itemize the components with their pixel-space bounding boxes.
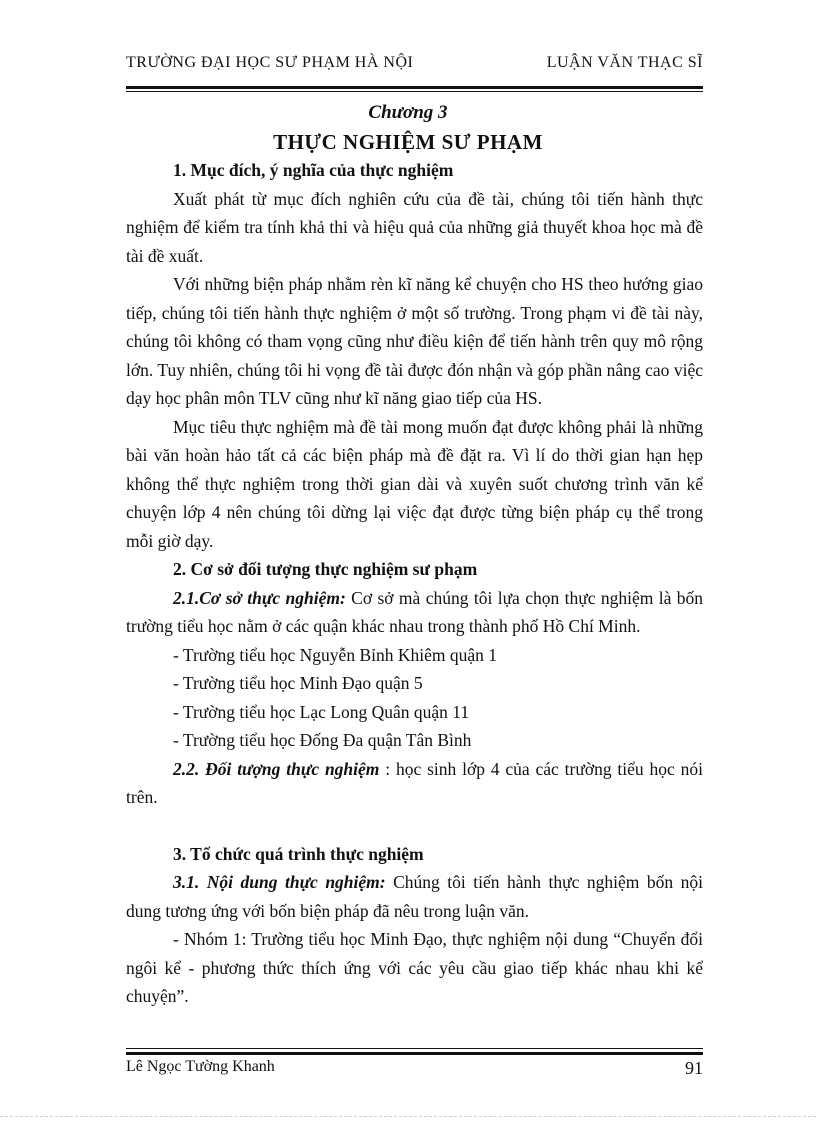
subsection-2-1-label: 2.1.Cơ sở thực nghiệm: — [173, 587, 346, 608]
header-rule-thick — [126, 86, 703, 89]
footer-author: Lê Ngọc Tường Khanh — [126, 1058, 275, 1075]
list-item: - Trường tiểu học Đống Đa quận Tân Bình — [173, 730, 472, 750]
subsection-2-1 — [126, 584, 703, 641]
paragraph: Xuất phát từ mục đích nghiên cứu của đề tài, chúng tôi tiến hành thực nghiệm để kiểm tra tính khả thi và hiệu quả của những giả thuyết khoa học mà đề tài đề xuất. — [126, 188, 703, 266]
subsection-3-1-label: 3.1. Nội dung thực nghiệm: — [173, 872, 386, 892]
running-footer — [126, 1058, 703, 1080]
subsection-3-1-text: Chúng tôi tiến hành thực nghiệm bốn nội dung tương ứng với bốn biện pháp đã nêu trong luận văn. — [126, 872, 703, 921]
body-text — [126, 156, 703, 1011]
chapter-title: THỰC NGHIỆM SƯ PHẠM — [273, 130, 543, 154]
list-item: - Trường tiểu học Nguyễn Bỉnh Khiêm quận 1 — [173, 644, 497, 665]
running-header — [126, 54, 703, 76]
section-1-heading: 1. Mục đích, ý nghĩa của thực nghiệm — [173, 160, 454, 180]
section-2-heading: 2. Cơ sở đối tượng thực nghiệm sư phạm — [173, 559, 478, 579]
page-number: 91 — [685, 1058, 703, 1078]
footer-rule-thick — [126, 1052, 703, 1055]
list-item: - Trường tiểu học Minh Đạo quận 5 — [173, 673, 423, 693]
header-rule-thin — [126, 91, 703, 92]
list-item: - Trường tiểu học Lạc Long Quân quận 11 — [173, 701, 470, 722]
paragraph: Với những biện pháp nhằm rèn kĩ năng kể chuyện cho HS theo hướng giao tiếp, chúng tôi tiến hành thực nghiệm ở một số trường. Trong phạm vi đề tài này, chúng tôi không có tham vọng cũng như điều kiện để tiến hành trên quy mô rộng lớn. Tuy nhiên, chúng tôi hi vọng đề tài được đón nhận và góp phần nâng cao việc dạy học phân môn TLV cũng như kĩ năng giao tiếp của HS. — [126, 274, 703, 408]
subsection-3-1 — [126, 868, 703, 925]
paragraph: - Nhóm 1: Trường tiểu học Minh Đạo, thực nghiệm nội dung “Chuyển đổi ngôi kể - phương thức thích ứng với các yêu cầu giao tiếp khác nhau khi kể chuyện”. — [126, 929, 703, 1006]
spacer — [126, 812, 703, 840]
subsection-2-2-label: 2.2. Đối tượng thực nghiệm — [173, 758, 380, 779]
header-thesis-type: LUẬN VĂN THẠC SĨ — [546, 54, 703, 71]
section-3-heading: 3. Tổ chức quá trình thực nghiệm — [173, 843, 424, 864]
subsection-2-2 — [126, 755, 703, 812]
header-university: TRƯỜNG ĐẠI HỌC SƯ PHẠM HÀ NỘI — [126, 54, 414, 71]
page-edge-divider — [0, 1116, 816, 1118]
footer-rule-thin — [126, 1048, 703, 1049]
chapter-label: Chương 3 — [368, 102, 448, 123]
subsection-2-2-text: : học sinh lớp 4 của các trường tiểu học nói trên. — [126, 758, 703, 807]
paragraph: Mục tiêu thực nghiệm mà đề tài mong muốn đạt được không phải là những bài văn hoàn hảo tất cả các biện pháp mà đề đặt ra. Vì lí do thời gian hạn hẹp không thể thực nghiệm trong thời gian dài và xuyên suốt chương trình văn kể chuyện lớp 4 nên chúng tôi dừng lại việc đạt được từng biện pháp cụ thể trong mỗi giờ dạy. — [126, 416, 703, 551]
subsection-2-1-text: Cơ sở mà chúng tôi lựa chọn thực nghiệm là bốn trường tiểu học nằm ở các quận khác nhau trong thành phố Hồ Chí Minh. — [126, 587, 703, 636]
